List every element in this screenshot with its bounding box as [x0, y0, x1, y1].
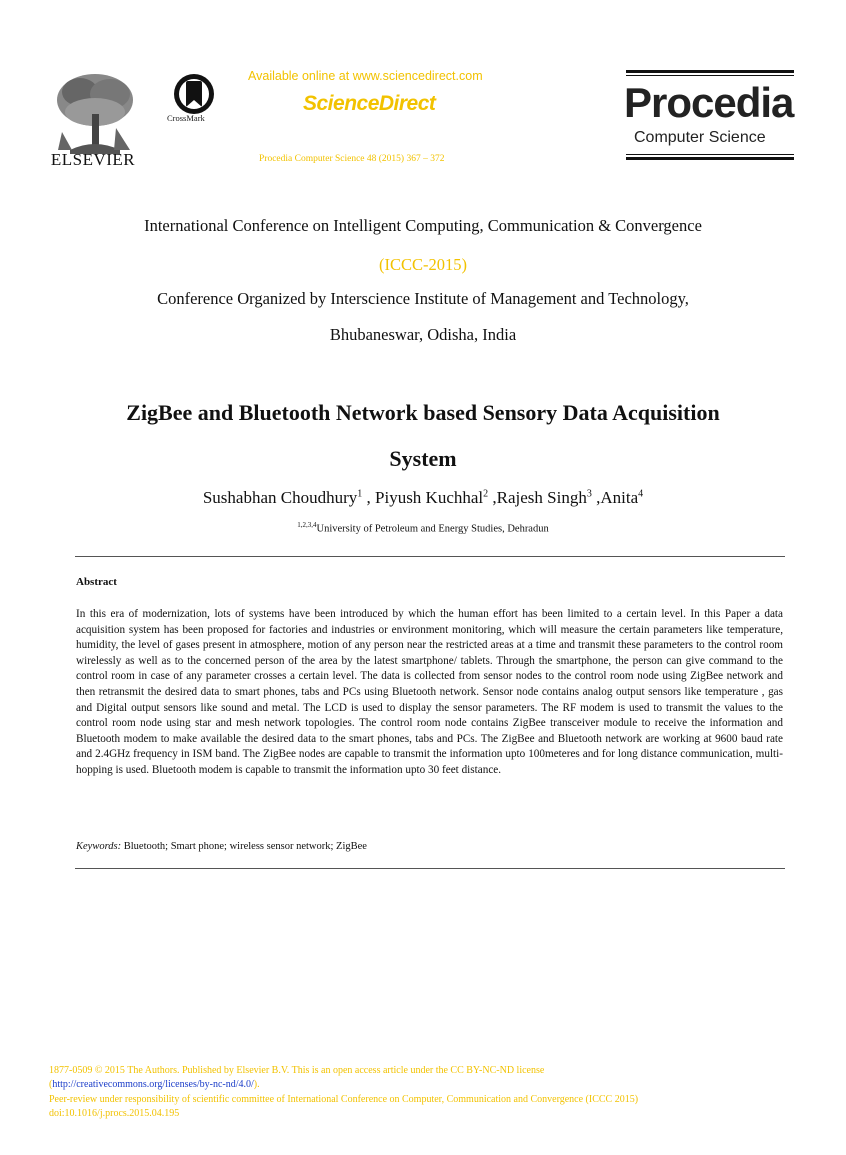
license-link[interactable]: http://creativecommons.org/licenses/by-nc-nd/4.0/	[52, 1079, 254, 1091]
affiliation	[0, 521, 846, 535]
author-sup: 2	[483, 488, 489, 500]
available-online-link[interactable]: Available online at www.sciencedirect.com	[248, 69, 483, 83]
paren-close: ).	[253, 1079, 260, 1091]
logo-rule	[626, 157, 794, 160]
copyright-footer	[49, 1064, 789, 1122]
peer-review-line: Peer-review under responsibility of scientific committee of International Conference on Computer, Communication and Convergence (ICCC 2015)	[49, 1093, 639, 1105]
conference-name: International Conference on Intelligent Computing, Communication & Convergence	[144, 216, 702, 235]
affiliation-text: University of Petroleum and Energy Studies, Dehradun	[316, 523, 549, 535]
author-name: Sushabhan Choudhury	[202, 488, 358, 507]
journal-logo-subtitle: Computer Science	[634, 129, 766, 146]
author-name: Piyush Kuchhal	[375, 488, 484, 507]
logo-rule	[626, 70, 794, 73]
sciencedirect-logo: ScienceDirect	[303, 92, 436, 115]
conference-acronym: (ICCC-2015)	[379, 255, 467, 274]
keywords-label: Keywords:	[76, 841, 122, 852]
crossmark-icon[interactable]	[172, 72, 216, 116]
license-line: 1877-0509 © 2015 The Authors. Published by Elsevier B.V. This is an open access article under the CC BY-NC-ND license	[49, 1065, 545, 1076]
author-sup: 4	[638, 488, 644, 500]
abstract-heading: Abstract	[76, 576, 117, 588]
author-name: Anita	[600, 488, 639, 507]
keywords	[76, 841, 367, 852]
author-list	[0, 488, 846, 508]
logo-rule	[626, 75, 794, 76]
author-sup: 1	[357, 488, 363, 500]
publisher-name: ELSEVIER	[50, 150, 136, 169]
author-name: Rajesh Singh	[496, 488, 587, 507]
author-separator: ,	[591, 488, 601, 507]
abstract-text: In this era of modernization, lots of systems have been introduced by which the human effort has been limited to a certain level. In this Paper a data acquisition system has been proposed for factories and industries or environment monitoring, which will measure the certain parameters like temperature, humidity, the level of gases present in atmosphere, motion of any person near the restricted areas at a time and transmit these parameters to the control room wirelessly as well as to the concerned person of the area by the latest smartphone/ tablets. Through the smartphone, the person can give command to the control room in case of any parameter crosses a certain level. The data is collected from sensor nodes to the control room node using ZigBee network and then retransmit the desired data to smart phones, tabs and PCs using Bluetooth network. Sensor node contains analog output sensors like temperature , gas and Digital output sensors like sound and metal. The LCD is used to display the sensor parameters. The RF modem is used to transmit the values to the control room node using star and mesh network topologies. The control room node contains ZigBee transceiver module to receive the information and Bluetooth modem to make available the desired data to the smart phones, tabs and PCs. The ZigBee and Bluetooth network are working at 9600 baud rate and 2.4GHz frequency in ISM band. The ZigBee nodes are capable to transmit the information upto 100meteres and for long distance communication, multi-hopping is used. Bluetooth modem is capable to transmit the information upto 30 feet distance.	[76, 608, 783, 776]
author-separator: ,	[488, 488, 497, 507]
license-url-line	[49, 1078, 789, 1092]
divider	[75, 868, 785, 869]
conference-organizer: Conference Organized by Interscience Institute of Management and Technology,	[157, 289, 689, 308]
conference-location: Bhubaneswar, Odisha, India	[329, 325, 517, 344]
keywords-list: Bluetooth; Smart phone; wireless sensor network; ZigBee	[121, 841, 367, 852]
author-separator: ,	[362, 488, 376, 507]
journal-reference: Procedia Computer Science 48 (2015) 367 – 372	[259, 154, 445, 164]
logo-rule	[626, 154, 794, 155]
paper-title-line1: ZigBee and Bluetooth Network based Sensory Data Acquisition	[126, 400, 720, 425]
crossmark-label: CrossMark	[167, 113, 205, 123]
paper-title-line2: System	[389, 446, 457, 471]
paren-open: (	[49, 1079, 53, 1091]
author-sup: 3	[586, 488, 592, 500]
affiliation-sup: 1,2,3,4	[297, 521, 317, 529]
journal-logo-title: Procedia	[624, 79, 794, 126]
doi-line[interactable]: doi:10.1016/j.procs.2015.04.195	[49, 1108, 180, 1120]
divider	[75, 556, 785, 557]
